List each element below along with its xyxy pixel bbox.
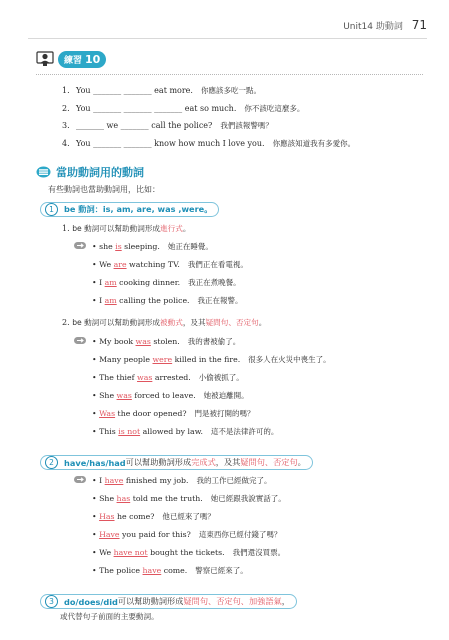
example-line: • We are watching TV. 我們正在看電視。 — [92, 260, 248, 269]
item-translation: 你應該多吃一點。 — [200, 86, 261, 95]
example-line: • We have not bought the tickets. 我們還沒買票。 — [92, 548, 286, 557]
exercise-item — [62, 100, 355, 118]
page-number: 71 — [411, 18, 427, 32]
item-sentence: You _______ _______ eat more. — [76, 86, 193, 95]
exercise-number: 10 — [85, 52, 101, 66]
group-label: do/does/did — [64, 596, 118, 607]
exercise-list — [62, 82, 355, 152]
rule-text: be 動詞可以幫助動詞形成 — [72, 224, 161, 233]
example-line: • My book was stolen. 我的書被偷了。 — [92, 337, 241, 346]
group-number: 1 — [45, 203, 58, 216]
example-line: • She was forced to leave. 她被迫離開。 — [92, 391, 249, 400]
item-sentence: You _______ _______ know how much I love you. — [76, 138, 265, 148]
section-intro: 有些動詞也當助動詞用，比如： — [48, 185, 160, 194]
exercise-badge — [58, 51, 106, 68]
group-number: 2 — [45, 456, 58, 469]
example-line: • She has told me the truth. 她已經跟我說實話了。 — [92, 494, 286, 503]
item-number: 1. — [62, 86, 70, 95]
exercise-item — [62, 82, 355, 100]
rule-line: 2. be 動詞可以幫助動詞形成被動式，及其疑問句、否定句。 — [62, 318, 267, 327]
item-translation: 你不該吃這麼多。 — [244, 103, 305, 113]
unit-title: Unit14 助動詞 — [343, 22, 403, 32]
teacher-icon — [36, 51, 54, 67]
example-line: • Have you paid for this? 這東西你已經付錢了嗎？ — [92, 530, 282, 539]
item-translation: 我們該報警嗎？ — [220, 121, 273, 130]
rule-number: 1. — [62, 224, 70, 233]
running-header — [343, 18, 427, 32]
item-number: 3. — [62, 121, 70, 130]
item-sentence: You _______ _______ _______ eat so much. — [76, 103, 237, 113]
dotted-divider — [36, 74, 423, 75]
item-translation: 你應該知道我有多愛你。 — [272, 138, 356, 148]
example-line: • I have finished my job. 我的工作已經做完了。 — [92, 476, 272, 485]
example-line: • Has he come? 他已經來了嗎？ — [92, 512, 215, 521]
section-title — [36, 164, 144, 180]
pointing-hand-icon — [74, 336, 86, 345]
item-sentence: _______ we _______ call the police? — [76, 121, 213, 130]
rule-number: 2. — [62, 318, 70, 327]
section-bullet-icon — [36, 166, 51, 178]
group-2-box: 2 have/has/had 可以幫助動詞形成 完成式 ，及其 疑問句、否定句 。 — [40, 455, 313, 470]
exercise-item — [62, 135, 355, 153]
example-line: • I am cooking dinner. 我正在煮晚餐。 — [92, 278, 241, 287]
rule-highlight: 進行式 — [160, 224, 183, 233]
pointing-hand-icon — [74, 475, 86, 484]
example-line: • Many people were killed in the fire. 很多人在火災中喪生了。 — [92, 355, 331, 364]
rule-text: 。 — [182, 224, 191, 233]
exercise-item — [62, 117, 355, 135]
group-1-box — [40, 202, 219, 217]
pointing-hand-icon — [74, 241, 86, 250]
example-line: • The police have come. 警察已經來了。 — [92, 566, 248, 575]
item-number: 4. — [62, 138, 70, 148]
example-line: • Was the door opened? 門是被打開的嗎？ — [92, 409, 255, 418]
example-line: • This is not allowed by law. 這不是法律許可的。 — [92, 427, 279, 436]
section-heading: 當助動詞用的動詞 — [56, 166, 144, 179]
example-line: • I am calling the police. 我正在報警。 — [92, 296, 243, 305]
group-3-box: 3 do/does/did 可以幫助動詞形成 疑問句、否定句、加強語氣 ， — [40, 594, 297, 609]
example-line: • The thief was arrested. 小偷被抓了。 — [92, 373, 244, 382]
rule-line — [62, 223, 190, 234]
group-number: 3 — [45, 595, 58, 608]
group-label: be 動詞：is, am, are, was ,were。 — [64, 204, 213, 214]
header-divider — [28, 38, 427, 39]
item-number: 2. — [62, 103, 70, 113]
exercise-heading — [36, 50, 106, 68]
group-label: have/has/had — [64, 457, 126, 468]
exercise-label: 練習 — [64, 55, 83, 66]
group-3-continuation: 或代替句子前面的主要動詞。 — [60, 612, 159, 621]
example-line: • she is sleeping. 她正在睡覺。 — [92, 242, 213, 251]
